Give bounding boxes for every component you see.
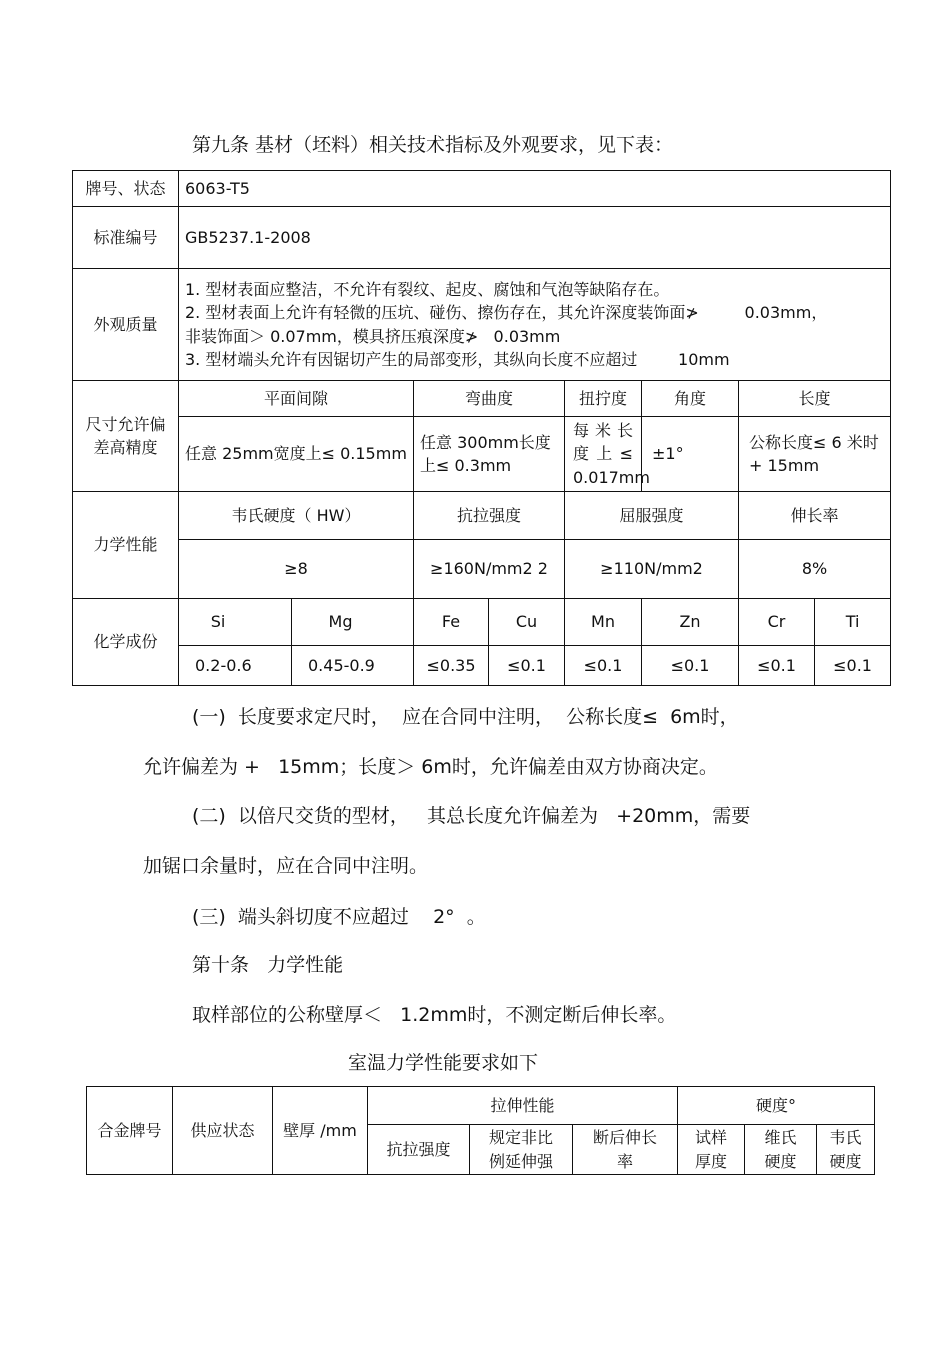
chemical-value-zn: ≤0.1 xyxy=(642,646,739,686)
sample-note: 取样部位的公称壁厚＜ 1.2mm时，不测定断后伸长率。 xyxy=(192,1004,677,1026)
dimension-header-row xyxy=(73,381,891,417)
room-temp-mechanical-table xyxy=(86,1086,875,1175)
chemical-header-si: Si xyxy=(179,599,292,646)
dimension-header-length: 长度 xyxy=(739,381,891,417)
mechanical-value-row xyxy=(73,540,891,599)
standard-label: 标准编号 xyxy=(73,207,179,269)
appearance-line-2: 2. 型材表面上允许有轻微的压坑、碰伤、擦伤存在，其允许深度装饰面≯ 0.03mm， xyxy=(185,303,828,323)
appearance-row xyxy=(73,269,891,381)
header-supply-state: 供应状态 xyxy=(173,1087,273,1175)
chemical-value-cr: ≤0.1 xyxy=(739,646,815,686)
mechanical-value-tensile: ≥160N/mm2 2 xyxy=(414,540,565,599)
mechanical-value-hardness: ≥8 xyxy=(179,540,414,599)
chemical-header-cr: Cr xyxy=(739,599,815,646)
mechanical-value-elongation: 8% xyxy=(739,540,891,599)
dimension-header-twist: 扭拧度 xyxy=(565,381,642,417)
paragraph-2-line-1: (二) 以倍尺交货的型材， 其总长度允许偏差为 +20mm，需要 xyxy=(192,805,751,827)
chemical-value-mg: 0.45-0.9 xyxy=(292,646,414,686)
header-vickers: 维氏硬度 xyxy=(745,1125,817,1175)
mechanical-header-yield: 屈服强度 xyxy=(565,492,739,540)
chemical-value-row xyxy=(73,646,891,686)
appearance-label: 外观质量 xyxy=(73,269,179,381)
dimension-value-bending: 任意 300mm长度上≤ 0.3mm xyxy=(414,417,565,492)
dimension-value-length: 公称长度≤ 6 米时 + 15mm xyxy=(739,417,891,492)
mechanical-value-yield: ≥110N/mm2 xyxy=(565,540,739,599)
article-10-title: 第十条 力学性能 xyxy=(192,954,344,976)
brand-value: 6063-T5 xyxy=(179,171,891,207)
table-2-header-row-1 xyxy=(87,1087,875,1125)
mechanical-header-row xyxy=(73,492,891,540)
dimension-value-angle: ±1° xyxy=(642,417,739,492)
dimension-label: 尺寸允许偏差高精度 xyxy=(73,381,179,492)
dimension-header-flatness: 平面间隙 xyxy=(179,381,414,417)
appearance-text xyxy=(179,269,891,381)
chemical-value-si: 0.2-0.6 xyxy=(179,646,292,686)
standard-row xyxy=(73,207,891,269)
dimension-value-row xyxy=(73,417,891,492)
brand-label: 牌号、状态 xyxy=(73,171,179,207)
header-wall-thickness: 壁厚 /mm xyxy=(273,1087,368,1175)
header-tensile-group: 拉伸性能 xyxy=(368,1087,678,1125)
header-hardness-group: 硬度° xyxy=(678,1087,875,1125)
chemical-header-row xyxy=(73,599,891,646)
appearance-line-3: 非装饰面＞ 0.07mm，模具挤压痕深度≯ 0.03mm xyxy=(185,326,561,346)
appearance-line-1: 1. 型材表面应整洁，不允许有裂纹、起皮、腐蚀和气泡等缺陷存在。 xyxy=(185,280,670,300)
chemical-header-mn: Mn xyxy=(565,599,642,646)
paragraph-1-line-1: (一) 长度要求定尺时， 应在合同中注明， 公称长度≤ 6m时， xyxy=(192,706,739,728)
dimension-value-twist: 每米长度 上 ≤ 0.017mm xyxy=(565,417,642,492)
header-proof-strength: 规定非比例延伸强 xyxy=(470,1125,573,1175)
paragraph-1-line-2: 允许偏差为 + 15mm；长度＞ 6m时，允许偏差由双方协商决定。 xyxy=(143,756,718,778)
chemical-value-ti: ≤0.1 xyxy=(815,646,891,686)
chemical-header-cu: Cu xyxy=(489,599,565,646)
chemical-header-zn: Zn xyxy=(642,599,739,646)
chemical-header-fe: Fe xyxy=(414,599,489,646)
chemical-label: 化学成份 xyxy=(73,599,179,686)
header-alloy: 合金牌号 xyxy=(87,1087,173,1175)
chemical-header-mg: Mg xyxy=(292,599,414,646)
header-sample-thickness: 试样厚度 xyxy=(678,1125,745,1175)
table-2-title: 室温力学性能要求如下 xyxy=(348,1052,539,1074)
dimension-value-flatness: 任意 25mm宽度上≤ 0.15mm xyxy=(179,417,414,492)
chemical-value-cu: ≤0.1 xyxy=(489,646,565,686)
header-webster: 韦氏硬度 xyxy=(817,1125,875,1175)
header-elongation: 断后伸长率 xyxy=(573,1125,678,1175)
appearance-line-4: 3. 型材端头允许有因锯切产生的局部变形，其纵向长度不应超过 10mm xyxy=(185,349,730,369)
dimension-header-bending: 弯曲度 xyxy=(414,381,565,417)
article-9-title: 第九条 基材（坯料）相关技术指标及外观要求，见下表： xyxy=(192,134,674,156)
chemical-value-mn: ≤0.1 xyxy=(565,646,642,686)
mechanical-header-elongation: 伸长率 xyxy=(739,492,891,540)
base-material-spec-table xyxy=(72,170,891,686)
paragraph-2-line-2: 加锯口余量时，应在合同中注明。 xyxy=(143,855,429,877)
mechanical-header-hardness: 韦氏硬度（ HW） xyxy=(179,492,414,540)
dimension-header-angle: 角度 xyxy=(642,381,739,417)
brand-row xyxy=(73,171,891,207)
paragraph-3: (三) 端头斜切度不应超过 2° 。 xyxy=(192,906,486,928)
standard-value: GB5237.1-2008 xyxy=(179,207,891,269)
chemical-value-fe: ≤0.35 xyxy=(414,646,489,686)
mechanical-header-tensile: 抗拉强度 xyxy=(414,492,565,540)
mechanical-label: 力学性能 xyxy=(73,492,179,599)
header-tensile-strength: 抗拉强度 xyxy=(368,1125,470,1175)
chemical-header-ti: Ti xyxy=(815,599,891,646)
